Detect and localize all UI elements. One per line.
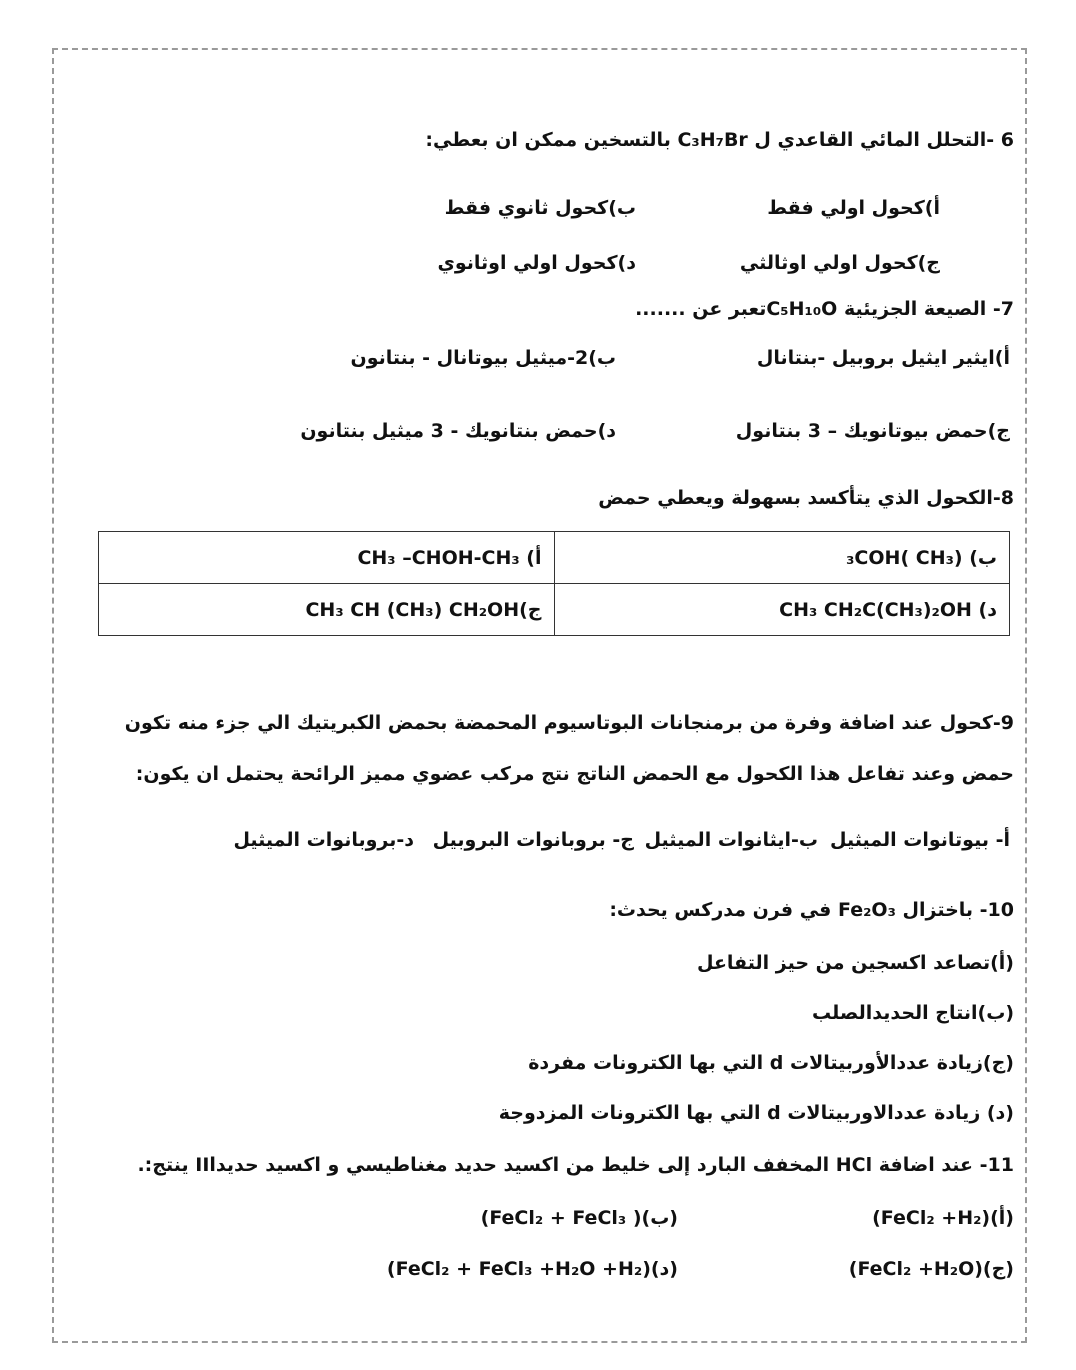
q7-option-a: أ)ايثير ايثيل بروبيل -بنتانال xyxy=(756,347,1010,369)
q9-stem-line1: 9-كحول عند اضافة وفرة من برمنجانات البوتاسيوم المحمضة بحمض الكبريتيك الي جزء منه تكون xyxy=(124,712,1014,734)
q11-stem: 11- عند اضافة HCl المخفف البارد إلى خليط من اكسيد حديد مغناطيسي و اكسيد حديداII ينتج:. xyxy=(137,1154,1014,1176)
q9-option-a: أ- بيوتانوات الميثيل xyxy=(830,829,1010,851)
q9-option-b: ب-ايثانوات الميثيل xyxy=(644,829,818,851)
q9-option-c: ج- بروبانوات البروبيل xyxy=(432,829,634,851)
q7-option-c: ج)حمض بيوتانويك – 3 بنتانول xyxy=(735,420,1010,442)
q11-option-c: (ج)(FeCl₂ +H₂O) xyxy=(848,1258,1014,1280)
q6-stem: 6 -التحلل المائي القاعدي ل C₃H₇Br بالتسخين ممكن ان بعطي: xyxy=(425,129,1014,151)
q11-option-a: (أ)(FeCl₂ +H₂) xyxy=(872,1207,1014,1229)
q6-option-c: ج)كحول اولي اوثالثي xyxy=(739,252,940,274)
q11-option-d: (د)(FeCl₂ + FeCl₃ +H₂O +H₂) xyxy=(386,1258,678,1280)
q6-option-d: د)كحول اولي اوثانوي xyxy=(437,252,636,274)
q9-option-d: د-بروبانوات الميثيل xyxy=(233,829,414,851)
q8-stem: 8-الكحول الذي يتأكسد بسهولة ويعطي حمض xyxy=(598,487,1014,509)
q9-stem-line2: حمض وعند تفاعل هذا الكحول مع الحمض الناتج نتج مركب عضوي مميز الرائحة يحتمل ان يكون: xyxy=(135,763,1014,785)
q8-option-a: أ) CH₃ –CHOH-CH₃ xyxy=(99,532,555,584)
q10-stem: 10- باختزال Fe₂O₃ في فرن مدركس يحدث: xyxy=(609,899,1014,921)
q7-option-d: د)حمض بنتانويك - 3 ميثيل بنتانون xyxy=(300,420,616,442)
q7-stem: 7- الصيعة الجزيئية C₅H₁₀Oتعبر عن ....... xyxy=(635,298,1014,320)
q8-option-d: د) CH₃ CH₂C(CH₃)₂OH xyxy=(554,584,1010,636)
q10-option-d: (د) زيادة عددالاوربيتالات d التي بها الكترونات المزدوجة xyxy=(498,1102,1014,1124)
q8-option-b: ب) (CH₃ )₃COH xyxy=(554,532,1010,584)
q10-option-c: (ج)زيادة عددالأوربيتالات d التي بها الكترونات مفردة xyxy=(528,1052,1014,1074)
q10-option-b: (ب)انتاج الحديدالصلب xyxy=(812,1002,1014,1024)
q7-option-b: ب)2-ميثيل بيوتانال - بنتانون xyxy=(350,347,616,369)
q6-option-a: أ)كحول اولي فقط xyxy=(767,197,940,219)
page-border xyxy=(52,48,1027,1343)
q6-option-b: ب)كحول ثانوي فقط xyxy=(444,197,636,219)
q10-option-a: (أ)تصاعد اكسجين من حيز التفاعل xyxy=(696,952,1014,974)
q11-option-b: (ب)( FeCl₂ + FeCl₃) xyxy=(480,1207,678,1229)
q8-option-c: ج)CH₃ CH (CH₃) CH₂OH xyxy=(99,584,555,636)
q8-options-table xyxy=(98,531,1010,636)
